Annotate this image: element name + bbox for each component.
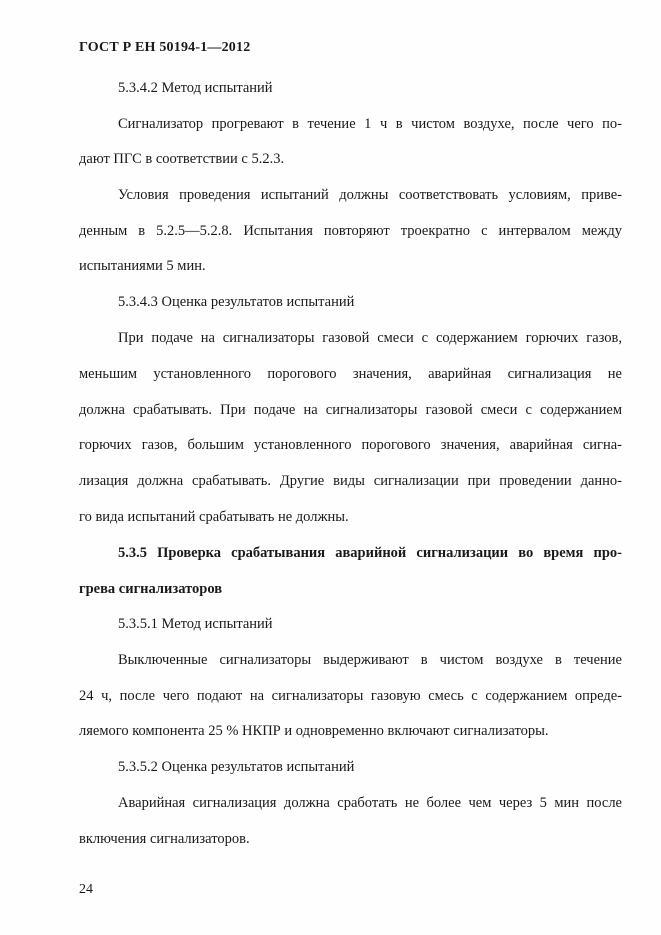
paragraph-line: ляемого компонента 25 % НКПР и одновременно включают сигнализаторы. [79, 723, 549, 739]
clause-heading-5-3-5-2: 5.3.5.2 Оценка результатов испытаний [118, 759, 355, 775]
paragraph-line: лизация должна срабатывать. Другие виды сигнализации при проведении данно- [79, 473, 622, 489]
paragraph-line: включения сигнализаторов. [79, 831, 250, 847]
paragraph-line: должна срабатывать. При подаче на сигнализаторы газовой смеси с содержанием [79, 402, 622, 418]
page-header-standard: ГОСТ Р ЕН 50194-1—2012 [79, 40, 251, 55]
clause-heading-5-3-4-2: 5.3.4.2 Метод испытаний [118, 80, 273, 96]
clause-heading-5-3-4-3: 5.3.4.3 Оценка результатов испытаний [118, 294, 355, 310]
paragraph-line: 24 ч, после чего подают на сигнализаторы газовую смесь с содержанием опреде- [79, 688, 622, 704]
paragraph-line: денным в 5.2.5—5.2.8. Испытания повторяют троекратно с интервалом между [79, 223, 622, 239]
paragraph-line: При подаче на сигнализаторы газовой смеси с содержанием горючих газов, [118, 330, 622, 346]
page-number: 24 [79, 882, 93, 897]
paragraph-line: Аварийная сигнализация должна сработать не более чем через 5 мин после [118, 795, 622, 811]
paragraph-line: испытаниями 5 мин. [79, 258, 206, 274]
clause-heading-5-3-5-1: 5.3.5.1 Метод испытаний [118, 616, 273, 632]
paragraph-line: го вида испытаний срабатывать не должны. [79, 509, 349, 525]
paragraph-line: меньшим установленного порогового значения, аварийная сигнализация не [79, 366, 622, 382]
paragraph-line: горючих газов, большим установленного порогового значения, аварийная сигна- [79, 437, 622, 453]
section-heading-5-3-5-cont: грева сигнализаторов [79, 581, 223, 597]
paragraph-line: Условия проведения испытаний должны соответствовать условиям, приве- [118, 187, 622, 203]
paragraph-line: дают ПГС в соответствии с 5.2.3. [79, 151, 285, 167]
paragraph-line: Выключенные сигнализаторы выдерживают в чистом воздухе в течение [118, 652, 622, 668]
section-heading-5-3-5: 5.3.5 Проверка срабатывания аварийной сигнализации во время про- [118, 545, 622, 561]
paragraph-line: Сигнализатор прогревают в течение 1 ч в чистом воздухе, после чего по- [118, 116, 622, 132]
